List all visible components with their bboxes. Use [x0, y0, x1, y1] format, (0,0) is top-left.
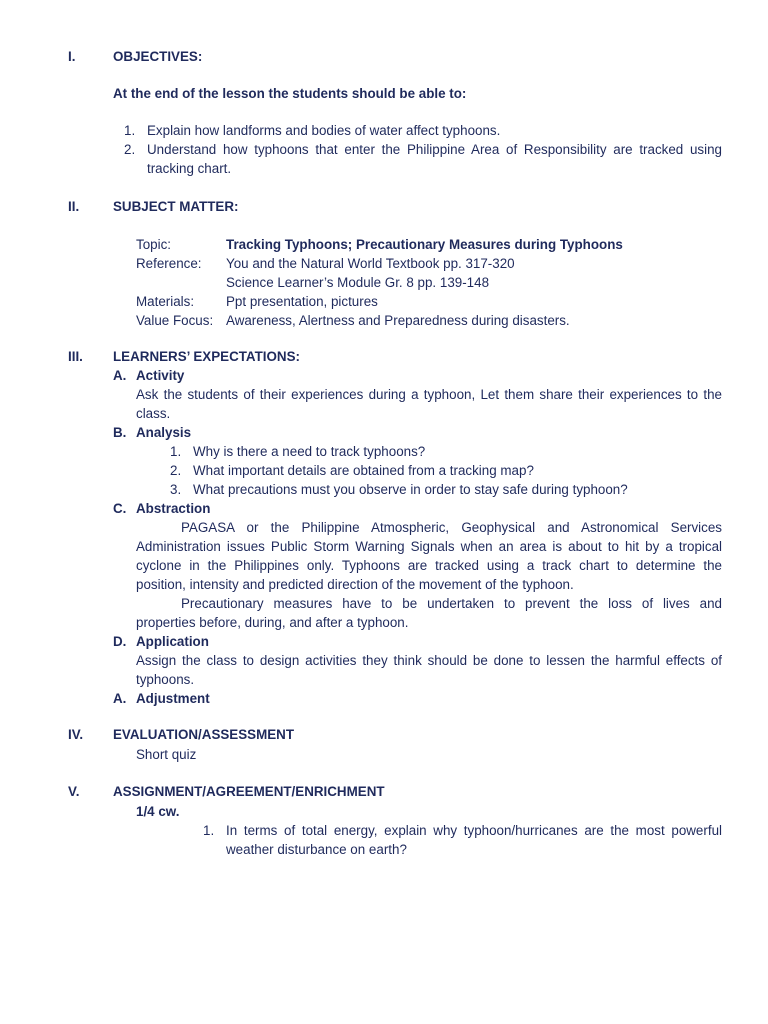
subsection-title-adjustment: Adjustment: [136, 691, 210, 706]
section-numeral: I.: [68, 49, 76, 64]
analysis-question: Why is there a need to track typhoons?: [193, 444, 426, 459]
subsection-title-abstraction: Abstraction: [136, 501, 211, 516]
objective-item: Explain how landforms and bodies of water affect typhoons.: [147, 123, 501, 138]
topic-label: Topic:: [136, 237, 171, 252]
subsection-letter: D.: [113, 634, 127, 649]
list-number: 1.: [170, 444, 182, 459]
analysis-question: What precautions must you observe in order to stay safe during typhoon?: [193, 482, 628, 497]
list-number: 2.: [124, 142, 136, 157]
section-numeral: V.: [68, 784, 80, 799]
assignment-subheading: 1/4 cw.: [136, 804, 180, 819]
subsection-title-activity: Activity: [136, 368, 185, 383]
subsection-letter: A.: [113, 368, 127, 383]
activity-text: Ask the students of their experiences during a typhoon, Let them share their experiences to the: [136, 387, 722, 402]
abstraction-text: Administration issues Public Storm Warning Signals when an area is about to hit by a tropical: [136, 539, 722, 554]
section-numeral: III.: [68, 349, 83, 364]
activity-text-continued: class.: [136, 406, 171, 421]
assignment-question-continued: weather disturbance on earth?: [226, 842, 407, 857]
section-heading-objectives: OBJECTIVES:: [113, 49, 203, 64]
materials-value: Ppt presentation, pictures: [226, 294, 378, 309]
abstraction-text: Precautionary measures have to be undertaken to prevent the loss of lives and: [181, 596, 722, 611]
objective-item-continued: tracking chart.: [147, 161, 232, 176]
list-number: 3.: [170, 482, 182, 497]
list-number: 1.: [203, 823, 215, 838]
section-heading-learners-expectations: LEARNERS’ EXPECTATIONS:: [113, 349, 300, 364]
subsection-title-application: Application: [136, 634, 209, 649]
assignment-question: In terms of total energy, explain why typhoon/hurricanes are the most powerful: [226, 823, 722, 838]
materials-label: Materials:: [136, 294, 195, 309]
subsection-letter: A.: [113, 691, 127, 706]
reference-label: Reference:: [136, 256, 202, 271]
abstraction-text: properties before, during, and after a typhoon.: [136, 615, 409, 630]
evaluation-text: Short quiz: [136, 747, 197, 762]
reference-value: You and the Natural World Textbook pp. 317-320: [226, 256, 515, 271]
value-focus-value: Awareness, Alertness and Preparedness during disasters.: [226, 313, 570, 328]
abstraction-text: cyclone in the Philippines only. Typhoons are tracked using a track chart to determine the: [136, 558, 722, 573]
section-heading-evaluation: EVALUATION/ASSESSMENT: [113, 727, 295, 742]
abstraction-text: position, intensity and predicted direction of the movement of the typhoon.: [136, 577, 574, 592]
application-text-continued: typhoons.: [136, 672, 195, 687]
topic-value: Tracking Typhoons; Precautionary Measures during Typhoons: [226, 237, 623, 252]
subsection-letter: C.: [113, 501, 127, 516]
objectives-intro: At the end of the lesson the students should be able to:: [113, 86, 467, 101]
list-number: 2.: [170, 463, 182, 478]
value-focus-label: Value Focus:: [136, 313, 214, 328]
reference-value: Science Learner’s Module Gr. 8 pp. 139-148: [226, 275, 490, 290]
section-heading-assignment: ASSIGNMENT/AGREEMENT/ENRICHMENT: [113, 784, 385, 799]
list-number: 1.: [124, 123, 136, 138]
section-numeral: II.: [68, 199, 80, 214]
section-heading-subject-matter: SUBJECT MATTER:: [113, 199, 239, 214]
application-text: Assign the class to design activities they think should be done to lessen the harmful effects of: [136, 653, 722, 668]
abstraction-text: PAGASA or the Philippine Atmospheric, Geophysical and Astronomical Services: [181, 520, 722, 535]
section-numeral: IV.: [68, 727, 84, 742]
subsection-title-analysis: Analysis: [136, 425, 192, 440]
analysis-question: What important details are obtained from a tracking map?: [193, 463, 534, 478]
subsection-letter: B.: [113, 425, 127, 440]
objective-item: Understand how typhoons that enter the Philippine Area of Responsibility are tracked using: [147, 142, 722, 157]
